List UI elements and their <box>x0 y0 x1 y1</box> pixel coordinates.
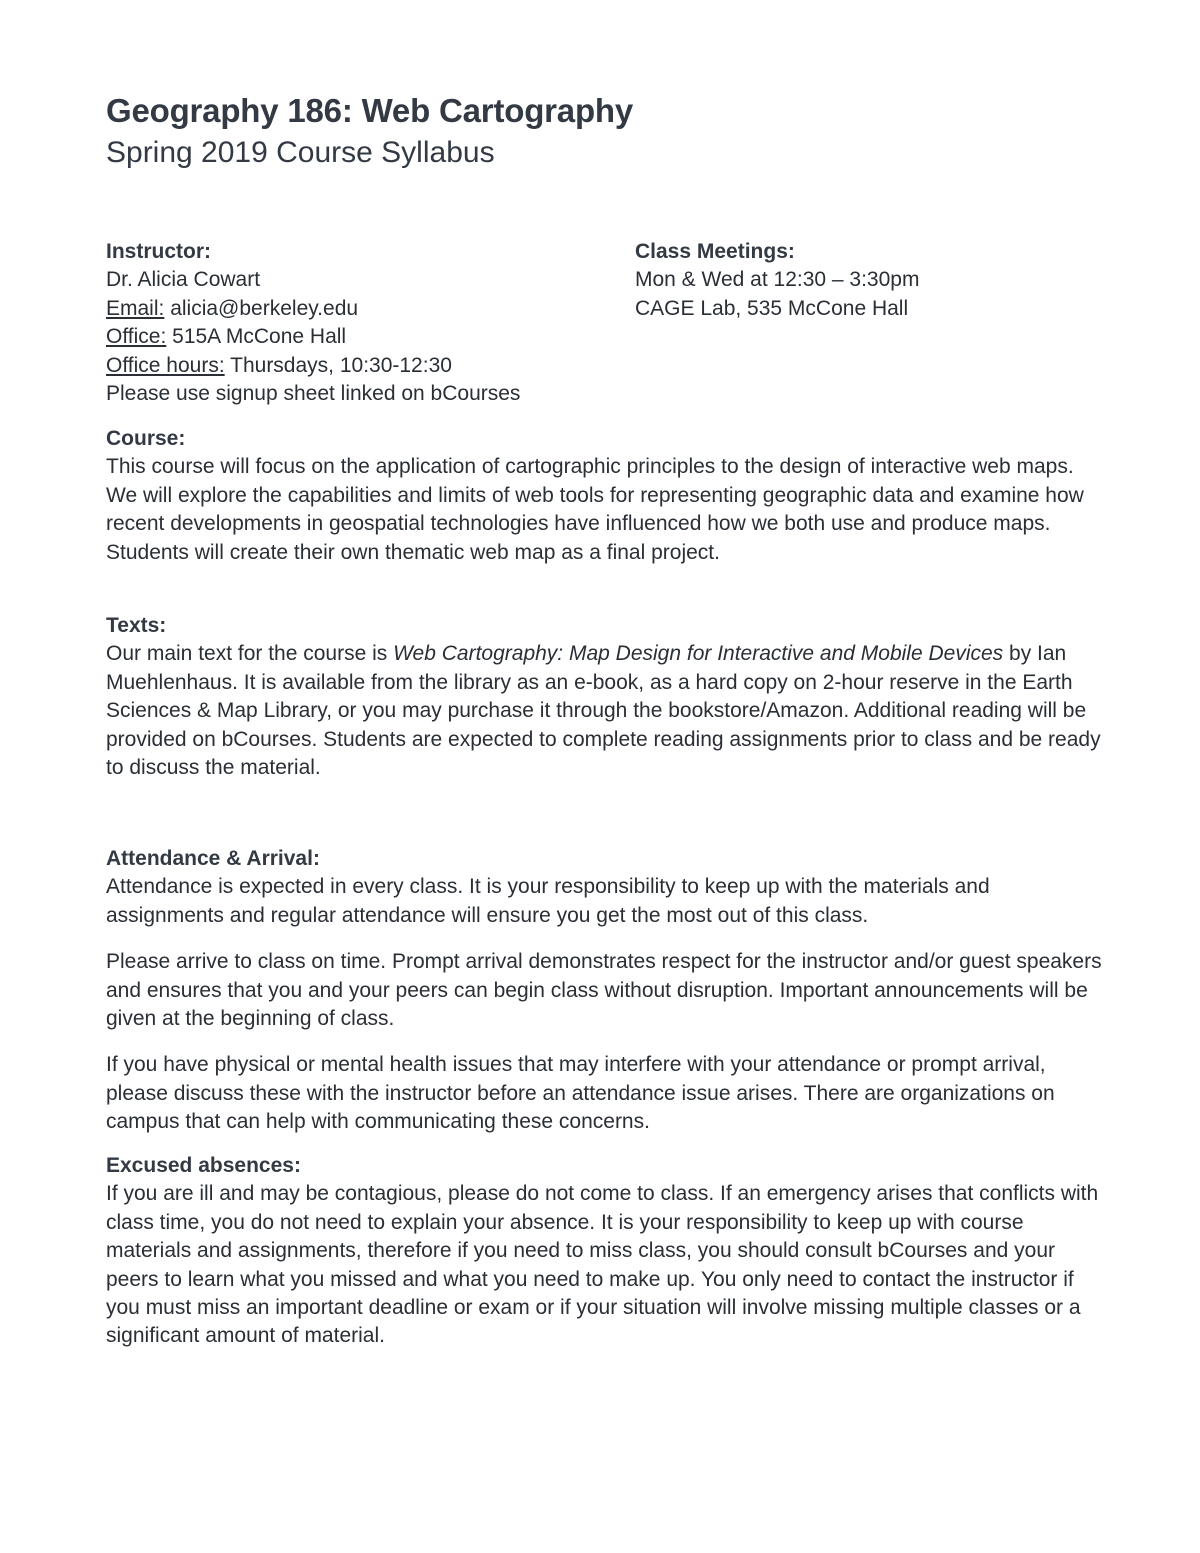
class-meetings-time: Mon & Wed at 12:30 – 3:30pm <box>635 268 920 292</box>
excused-absences-body: If you are ill and may be contagious, please do not come to class. If an emergency arises that conflicts with class time, you do not need to explain your absence. It is your responsibility to keep up with course materials and assignments, therefore if you need to miss class, you should consult bCourses and your peers to learn what you missed and what you need to make up. You only need to contact the instructor if you must miss an important deadline or exam or if your situation will involve missing multiple classes or a significant amount of material. <box>106 1182 1099 1348</box>
course-heading: Course: <box>106 427 186 450</box>
texts-heading: Texts: <box>106 614 167 637</box>
office-hours-value: Thursdays, 10:30-12:30 <box>224 353 452 377</box>
attendance-heading: Attendance & Arrival: <box>106 847 320 870</box>
texts-section <box>106 612 1106 782</box>
instructor-office <box>106 323 520 351</box>
book-title: Web Cartography: Map Design for Interactive and Mobile Devices <box>393 642 1004 666</box>
attendance-paragraph-1: Attendance is expected in every class. It is your responsibility to keep up with the materials and assignments and regular attendance will ensure you get the most out of this class. <box>106 875 990 927</box>
class-meetings-place: CAGE Lab, 535 McCone Hall <box>635 296 909 320</box>
excused-absences-heading: Excused absences: <box>106 1154 301 1177</box>
office-label: Office: <box>106 325 167 349</box>
attendance-paragraph-3: If you have physical or mental health issues that may interfere with your attendance or prompt arrival, please discuss these with the instructor before an attendance issue arises. There are organizations on campus that can help with communicating these concerns. <box>106 1053 1055 1134</box>
excused-absences-section <box>106 1152 1106 1351</box>
texts-body <box>106 640 1106 782</box>
document-title: Geography 186: Web Cartography <box>106 92 634 129</box>
email-value[interactable]: alicia@berkeley.edu <box>164 296 359 320</box>
office-hours-label: Office hours: <box>106 353 225 377</box>
texts-body-rest: by Ian Muehlenhaus. It is available from the library as an e-book, as a hard copy on 2-hour reserve in the Earth Sciences & Map Library, or you may purchase it through the bookstore/Amazon. Additional reading will be provided on bCourses. Students are expected to complete reading assignments prior to class and be ready to discuss the material. <box>106 642 1101 780</box>
instructor-heading: Instructor: <box>106 240 211 263</box>
attendance-section <box>106 845 1106 1137</box>
attendance-paragraph-2: Please arrive to class on time. Prompt arrival demonstrates respect for the instructor and/or guest speakers and ensures that you and your peers can begin class without disruption. Important announcements will be given at the beginning of class. <box>106 950 1102 1031</box>
office-value: 515A McCone Hall <box>166 325 347 349</box>
instructor-office-hours <box>106 352 520 380</box>
texts-body-intro: Our main text for the course is <box>106 642 394 666</box>
class-meetings-heading: Class Meetings: <box>635 240 795 263</box>
signup-note: Please use signup sheet linked on bCourses <box>106 382 521 406</box>
course-body: This course will focus on the application of cartographic principles to the design of interactive web maps. We will explore the capabilities and limits of web tools for representing geographic data and examine how recent developments in geospatial technologies have influenced how we both use and produce maps. Students will create their own thematic web map as a final project. <box>106 455 1084 564</box>
document-subtitle: Spring 2019 Course Syllabus <box>106 136 495 169</box>
email-label: Email: <box>106 296 165 320</box>
course-section <box>106 425 1106 567</box>
instructor-email <box>106 295 520 323</box>
instructor-name: Dr. Alicia Cowart <box>106 268 261 292</box>
instructor-block <box>106 238 520 408</box>
class-meetings-block <box>635 238 919 323</box>
